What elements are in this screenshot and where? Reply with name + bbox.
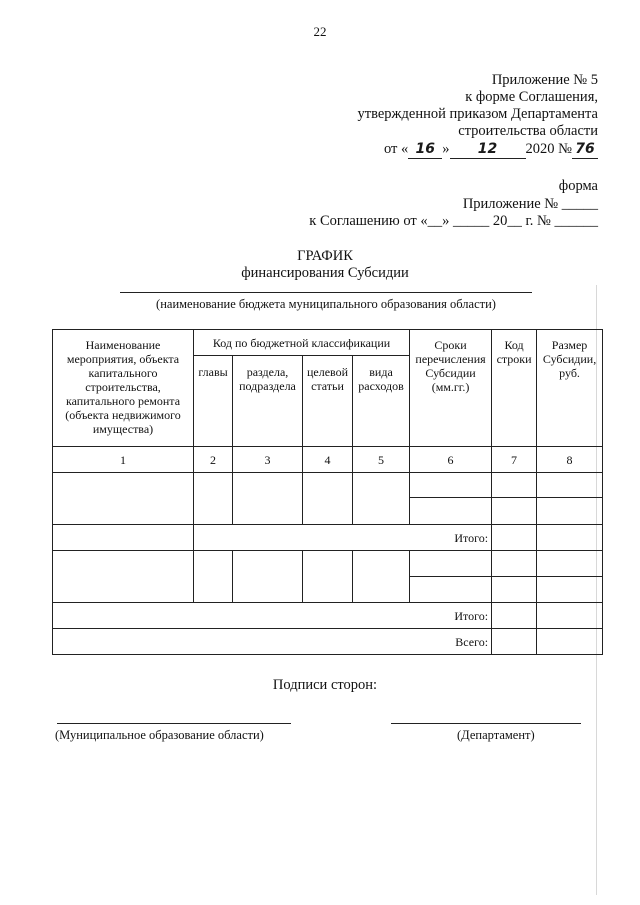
document-title: ГРАФИК xyxy=(297,248,353,264)
empty-cell xyxy=(537,498,603,525)
date-prefix: от « xyxy=(384,141,409,157)
empty-cell xyxy=(492,629,537,655)
grand-total-row xyxy=(53,629,603,655)
empty-cell xyxy=(492,525,537,551)
empty-cell xyxy=(492,551,537,577)
signature-line-department xyxy=(391,723,581,724)
empty-cell xyxy=(233,551,303,603)
signature-line-municipality xyxy=(57,723,291,724)
empty-cell xyxy=(537,525,603,551)
empty-cell xyxy=(303,473,353,525)
empty-cell xyxy=(303,551,353,603)
appendix-date-line xyxy=(384,141,598,159)
col-number: 5 xyxy=(353,447,410,473)
table-row xyxy=(53,473,603,498)
financing-schedule-table xyxy=(52,329,603,655)
col-number: 3 xyxy=(233,447,303,473)
page-number: 22 xyxy=(313,24,327,39)
col-number: 8 xyxy=(537,447,603,473)
subtotal-row xyxy=(53,525,603,551)
budget-name-caption: (наименование бюджета муниципального образования области) xyxy=(156,297,496,311)
date-year: 2020 № xyxy=(525,141,572,157)
empty-cell xyxy=(537,603,603,629)
subtotal-label: Итого: xyxy=(53,603,492,629)
empty-cell xyxy=(492,473,537,498)
date-month-handwritten: 12 xyxy=(477,141,498,157)
empty-cell xyxy=(537,551,603,577)
col-number: 7 xyxy=(492,447,537,473)
header-row-code: Код строки xyxy=(492,330,537,447)
header-section: раздела, подраздела xyxy=(233,356,303,447)
date-mid: » xyxy=(442,141,450,157)
empty-cell xyxy=(353,551,410,603)
header-chapter: главы xyxy=(194,356,233,447)
order-number-handwritten: 76 xyxy=(575,141,595,157)
table-row xyxy=(53,551,603,577)
header-activity-name: Наименование мероприятия, объекта капитального строительства, капитального ремонта (объекта недвижимого имущества) xyxy=(53,330,194,447)
empty-cell xyxy=(53,473,194,525)
agreement-reference-line: к Соглашению от «__» _____ 20__ г. № ______ xyxy=(309,213,598,229)
header-budget-code-group: Код по бюджетной классификации xyxy=(194,330,410,356)
signatures-heading: Подписи сторон: xyxy=(272,677,378,693)
col-number: 4 xyxy=(303,447,353,473)
empty-cell xyxy=(537,629,603,655)
empty-cell xyxy=(492,577,537,603)
empty-cell xyxy=(537,473,603,498)
grand-total-label: Всего: xyxy=(53,629,492,655)
empty-cell xyxy=(410,551,492,577)
subtotal-row xyxy=(53,603,603,629)
col-number: 6 xyxy=(410,447,492,473)
empty-cell xyxy=(353,473,410,525)
signature-caption-municipality: (Муниципальное образование области) xyxy=(55,728,264,742)
col-number: 1 xyxy=(53,447,194,473)
appendix-title: Приложение № 5 xyxy=(491,72,598,88)
header-subsidy-amount: Размер Субсидии, руб. xyxy=(537,330,603,447)
empty-cell xyxy=(233,473,303,525)
col-number: 2 xyxy=(194,447,233,473)
empty-cell xyxy=(194,473,233,525)
date-day-handwritten: 16 xyxy=(415,141,436,157)
empty-cell xyxy=(53,525,194,551)
empty-cell xyxy=(492,498,537,525)
budget-name-line xyxy=(120,292,532,293)
signature-caption-department: (Департамент) xyxy=(457,728,535,742)
empty-cell xyxy=(492,603,537,629)
empty-cell xyxy=(53,551,194,603)
empty-cell xyxy=(410,577,492,603)
form-label: форма xyxy=(558,178,598,194)
header-expense-type: вида расходов xyxy=(353,356,410,447)
form-appendix-line: Приложение № _____ xyxy=(462,196,598,212)
empty-cell xyxy=(410,498,492,525)
empty-cell xyxy=(194,551,233,603)
header-transfer-terms: Сроки перечисления Субсидии (мм.гг.) xyxy=(410,330,492,447)
appendix-line-4: строительства области xyxy=(458,123,598,139)
header-target-item: целевой статьи xyxy=(303,356,353,447)
appendix-line-2: к форме Соглашения, xyxy=(465,89,598,105)
document-subtitle: финансирования Субсидии xyxy=(241,265,409,281)
empty-cell xyxy=(537,577,603,603)
empty-cell xyxy=(410,473,492,498)
appendix-line-3: утвержденной приказом Департамента xyxy=(357,106,598,122)
subtotal-label: Итого: xyxy=(194,525,492,551)
